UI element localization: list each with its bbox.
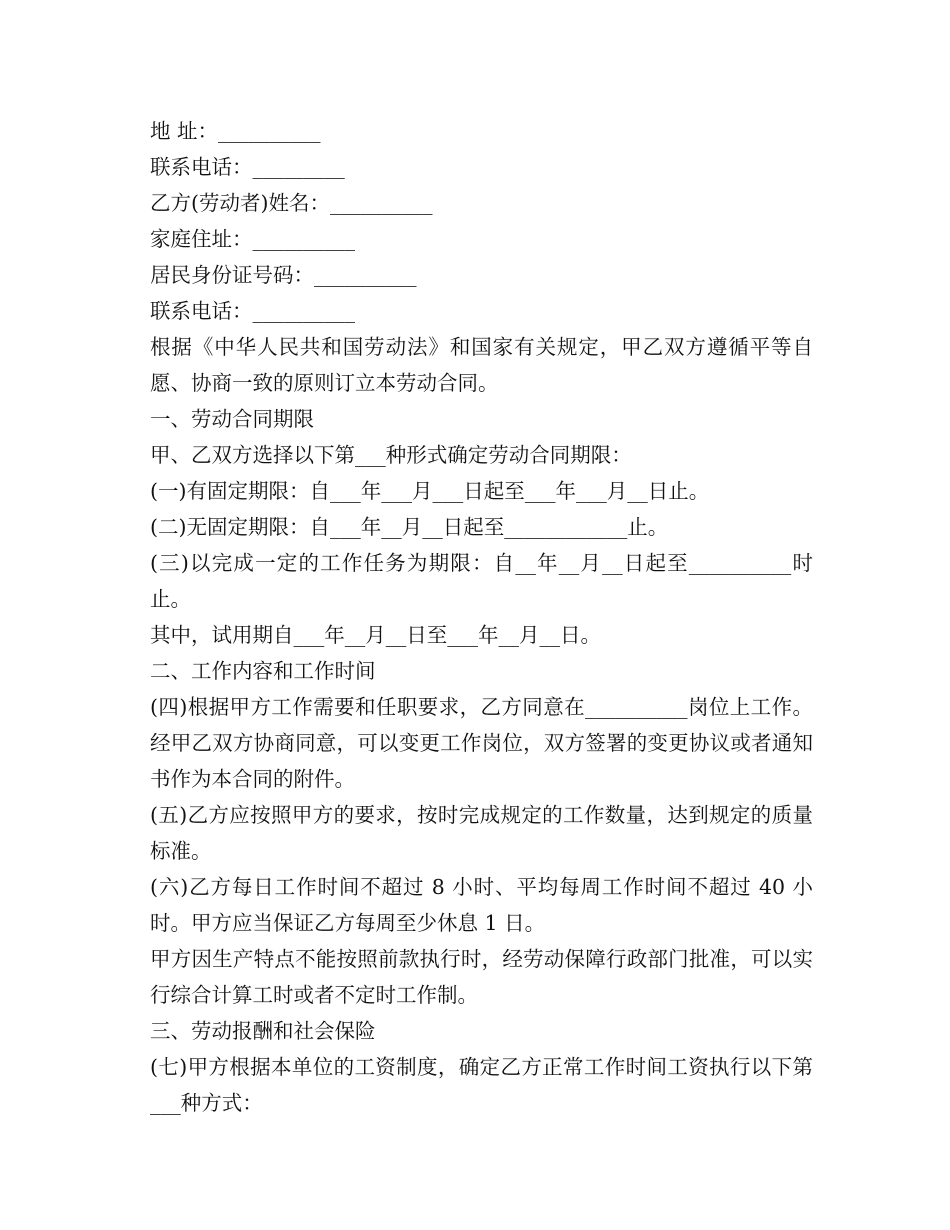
party-b-name-line: 乙方(劳动者)姓名：__________ [150, 191, 433, 215]
address-line: 地 址：__________ [150, 119, 321, 143]
section-heading-pay: 三、劳动报酬和社会保险 [150, 1019, 376, 1043]
home-address-line: 家庭住址：__________ [150, 227, 355, 251]
clause-task-term: (三)以完成一定的工作任务为期限：自__年__月__日起至__________时止。 [150, 551, 813, 611]
preamble-paragraph: 根据《中华人民共和国劳动法》和国家有关规定，甲乙双方遵循平等自愿、协商一致的原则订立本劳动合同。 [150, 335, 813, 395]
section-heading-term: 一、劳动合同期限 [150, 407, 314, 431]
clause-position: (四)根据甲方工作需要和任职要求，乙方同意在__________岗位上工作。经甲乙双方协商同意，可以变更工作岗位，双方签署的变更协议或者通知书作为本合同的附件。 [150, 695, 813, 791]
section-heading-work: 二、工作内容和工作时间 [150, 659, 376, 683]
party-b-phone-line: 联系电话：__________ [150, 299, 355, 323]
contract-page [139, 113, 813, 1121]
id-number-line: 居民身份证号码：__________ [150, 263, 417, 287]
clause-open-term: (二)无固定期限：自___年__月__日起至____________止。 [150, 515, 669, 539]
clause-workload: (五)乙方应按照甲方的要求，按时完成规定的工作数量，达到规定的质量标准。 [150, 803, 813, 863]
clause-wage-method: (七)甲方根据本单位的工资制度，确定乙方正常工作时间工资执行以下第___种方式： [150, 1055, 813, 1115]
term-choice-paragraph: 甲、乙双方选择以下第___种形式确定劳动合同期限： [150, 443, 632, 467]
clause-working-hours: (六)乙方每日工作时间不超过 8 小时、平均每周工作时间不超过 40 小时。甲方应当保证乙方每周至少休息 1 日。 [150, 875, 813, 935]
clause-fixed-term: (一)有固定期限：自___年___月___日起至___年___月__日止。 [150, 479, 710, 503]
probation-paragraph: 其中，试用期自___年__月__日至___年__月__日。 [150, 623, 601, 647]
party-a-phone-line: 联系电话：_________ [150, 155, 345, 179]
clause-special-hours: 甲方因生产特点不能按照前款执行时，经劳动保障行政部门批准，可以实行综合计算工时或者不定时工作制。 [150, 947, 813, 1007]
